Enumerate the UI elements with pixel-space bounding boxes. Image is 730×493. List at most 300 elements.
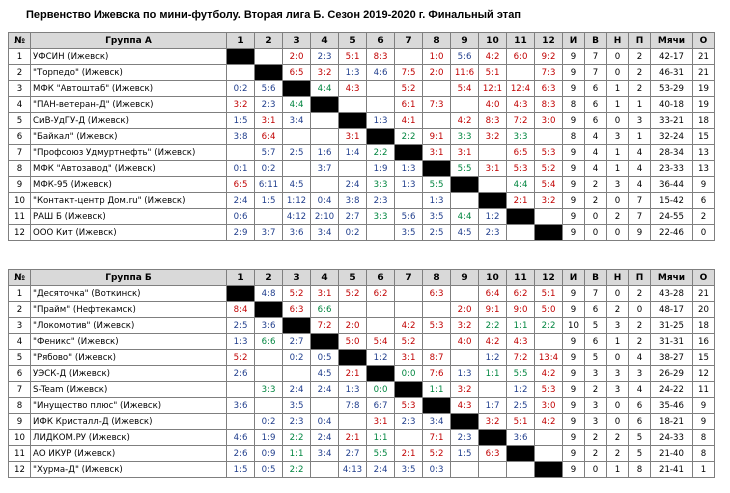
header-opponent-9: 9 <box>451 33 479 49</box>
goals: 31-25 <box>651 318 693 334</box>
score-cell: 1:2 <box>367 350 395 366</box>
header-num: № <box>9 33 31 49</box>
score-cell: 3:4 <box>283 113 311 129</box>
score-cell: 6:11 <box>255 177 283 193</box>
score-cell: 1:2 <box>479 350 507 366</box>
score-cell: 2:1 <box>339 430 367 446</box>
page-title: Первенство Ижевска по мини-футболу. Вторая лига Б. Сезон 2019-2020 г. Финальный этап <box>26 9 521 21</box>
team-name: "Десяточка" (Воткинск) <box>31 286 227 302</box>
score-cell: 1:7 <box>479 398 507 414</box>
losses: 2 <box>629 318 651 334</box>
table-row <box>9 446 715 462</box>
team-name: "Контакт-центр Дом.ru" (Ижевск) <box>31 193 227 209</box>
score-cell: 3:3 <box>507 129 535 145</box>
score-cell: 2:7 <box>339 209 367 225</box>
diagonal-cell <box>255 302 283 318</box>
games-played: 9 <box>563 398 585 414</box>
wins: 5 <box>585 318 607 334</box>
team-name: СиВ-УдГУ-Д (Ижевск) <box>31 113 227 129</box>
score-cell: 3:2 <box>479 129 507 145</box>
goals: 24-33 <box>651 430 693 446</box>
score-cell: 5:3 <box>395 398 423 414</box>
losses: 4 <box>629 161 651 177</box>
score-cell: 2:2 <box>283 462 311 478</box>
score-cell: 5:6 <box>451 49 479 65</box>
wins: 3 <box>585 398 607 414</box>
score-cell <box>451 462 479 478</box>
wins: 2 <box>585 382 607 398</box>
wins: 3 <box>585 414 607 430</box>
row-number: 3 <box>9 81 31 97</box>
table-row <box>9 129 715 145</box>
score-cell: 5:2 <box>423 446 451 462</box>
games-played: 9 <box>563 334 585 350</box>
goals: 43-28 <box>651 286 693 302</box>
table-row <box>9 49 715 65</box>
points: 1 <box>693 462 715 478</box>
score-cell: 2:1 <box>339 366 367 382</box>
score-cell: 3:6 <box>227 398 255 414</box>
score-cell: 4:2 <box>535 366 563 382</box>
score-cell: 2:4 <box>367 462 395 478</box>
score-cell <box>479 177 507 193</box>
row-number: 12 <box>9 462 31 478</box>
score-cell: 2:1 <box>507 193 535 209</box>
table-row <box>9 286 715 302</box>
draws: 0 <box>607 49 629 65</box>
header-losses: П <box>629 270 651 286</box>
games-played: 8 <box>563 129 585 145</box>
table-row <box>9 366 715 382</box>
header-draws: Н <box>607 33 629 49</box>
score-cell: 0:5 <box>255 462 283 478</box>
score-cell: 3:1 <box>255 113 283 129</box>
header-opponent-2: 2 <box>255 33 283 49</box>
diagonal-cell <box>479 193 507 209</box>
team-name: МФК "Автоштаб" (Ижевск) <box>31 81 227 97</box>
score-cell <box>367 318 395 334</box>
score-cell <box>227 65 255 81</box>
score-cell: 12:1 <box>479 81 507 97</box>
score-cell <box>479 462 507 478</box>
wins: 7 <box>585 286 607 302</box>
score-cell: 4:2 <box>479 49 507 65</box>
score-cell: 6:5 <box>283 65 311 81</box>
score-cell: 5:0 <box>535 302 563 318</box>
score-cell <box>451 286 479 302</box>
score-cell: 2:10 <box>311 209 339 225</box>
score-cell: 3:2 <box>535 193 563 209</box>
header-opponent-7: 7 <box>395 33 423 49</box>
header-games: И <box>563 270 585 286</box>
points: 6 <box>693 193 715 209</box>
score-cell: 9:2 <box>535 49 563 65</box>
team-name: УЭСК-Д (Ижевск) <box>31 366 227 382</box>
score-cell <box>367 302 395 318</box>
score-cell: 2:5 <box>507 398 535 414</box>
header-opponent-1: 1 <box>227 270 255 286</box>
header-draws: Н <box>607 270 629 286</box>
games-played: 9 <box>563 366 585 382</box>
diagonal-cell <box>339 350 367 366</box>
draws: 0 <box>607 398 629 414</box>
score-cell: 0:6 <box>227 209 255 225</box>
score-cell <box>395 286 423 302</box>
points: 21 <box>693 286 715 302</box>
score-cell: 3:6 <box>255 318 283 334</box>
header-opponent-8: 8 <box>423 270 451 286</box>
score-cell: 2:4 <box>311 430 339 446</box>
score-cell: 0:4 <box>311 414 339 430</box>
table-row <box>9 65 715 81</box>
score-cell: 4:3 <box>507 334 535 350</box>
score-cell: 1:3 <box>423 193 451 209</box>
score-cell: 1:2 <box>479 209 507 225</box>
score-cell: 5:3 <box>535 382 563 398</box>
score-cell: 5:7 <box>255 145 283 161</box>
group-b-table <box>8 269 715 478</box>
losses: 1 <box>629 97 651 113</box>
wins: 4 <box>585 145 607 161</box>
score-cell <box>367 97 395 113</box>
score-cell: 6:6 <box>255 334 283 350</box>
score-cell: 4:0 <box>451 334 479 350</box>
header-points: О <box>693 33 715 49</box>
score-cell: 3:0 <box>535 113 563 129</box>
losses: 4 <box>629 177 651 193</box>
score-cell: 3:3 <box>367 177 395 193</box>
score-cell: 3:7 <box>255 225 283 241</box>
row-number: 4 <box>9 97 31 113</box>
score-cell: 3:1 <box>339 129 367 145</box>
score-cell: 9:1 <box>479 302 507 318</box>
score-cell <box>311 462 339 478</box>
score-cell: 4:3 <box>507 97 535 113</box>
diagonal-cell <box>339 113 367 129</box>
score-cell: 0:2 <box>227 81 255 97</box>
header-opponent-10: 10 <box>479 270 507 286</box>
games-played: 9 <box>563 446 585 462</box>
score-cell: 13:4 <box>535 350 563 366</box>
row-number: 1 <box>9 49 31 65</box>
score-cell: 2:7 <box>339 446 367 462</box>
team-name: РАШ Б (Ижевск) <box>31 209 227 225</box>
points: 15 <box>693 129 715 145</box>
losses: 4 <box>629 382 651 398</box>
diagonal-cell <box>227 286 255 302</box>
score-cell <box>451 97 479 113</box>
team-name: S-Team (Ижевск) <box>31 382 227 398</box>
wins: 2 <box>585 446 607 462</box>
header-wins: В <box>585 270 607 286</box>
score-cell: 2:1 <box>395 446 423 462</box>
goals: 48-17 <box>651 302 693 318</box>
losses: 7 <box>629 209 651 225</box>
goals: 33-21 <box>651 113 693 129</box>
row-number: 9 <box>9 177 31 193</box>
row-number: 8 <box>9 398 31 414</box>
losses: 2 <box>629 81 651 97</box>
score-cell: 1:3 <box>227 334 255 350</box>
points: 8 <box>693 446 715 462</box>
score-cell <box>479 382 507 398</box>
score-cell: 3:6 <box>283 225 311 241</box>
team-name: УФСИН (Ижевск) <box>31 49 227 65</box>
score-cell: 2:6 <box>227 366 255 382</box>
diagonal-cell <box>423 398 451 414</box>
row-number: 9 <box>9 414 31 430</box>
losses: 0 <box>629 302 651 318</box>
table-row <box>9 113 715 129</box>
score-cell <box>451 350 479 366</box>
team-name: ИФК Кристалл-Д (Ижевск) <box>31 414 227 430</box>
losses: 6 <box>629 398 651 414</box>
score-cell: 3:2 <box>451 318 479 334</box>
score-cell: 3:2 <box>227 97 255 113</box>
points: 13 <box>693 145 715 161</box>
score-cell: 5:0 <box>339 334 367 350</box>
table-row <box>9 318 715 334</box>
points: 18 <box>693 318 715 334</box>
score-cell: 4:3 <box>339 81 367 97</box>
losses: 6 <box>629 414 651 430</box>
games-played: 10 <box>563 318 585 334</box>
points: 20 <box>693 302 715 318</box>
losses: 4 <box>629 145 651 161</box>
header-opponent-5: 5 <box>339 33 367 49</box>
score-cell: 2:6 <box>227 446 255 462</box>
score-cell: 3:1 <box>367 414 395 430</box>
score-cell: 3:1 <box>479 161 507 177</box>
score-cell: 3:4 <box>311 225 339 241</box>
score-cell: 1:1 <box>423 382 451 398</box>
team-name: ООО Кит (Ижевск) <box>31 225 227 241</box>
score-cell: 2:5 <box>283 145 311 161</box>
score-cell: 0:4 <box>311 193 339 209</box>
score-cell <box>451 193 479 209</box>
score-cell: 3:0 <box>535 398 563 414</box>
losses: 2 <box>629 286 651 302</box>
goals: 40-18 <box>651 97 693 113</box>
header-opponent-11: 11 <box>507 33 535 49</box>
score-cell: 12:4 <box>507 81 535 97</box>
score-cell: 3:7 <box>311 161 339 177</box>
goals: 38-27 <box>651 350 693 366</box>
header-goals: Мячи <box>651 33 693 49</box>
score-cell: 6:4 <box>255 129 283 145</box>
losses: 5 <box>629 430 651 446</box>
goals: 28-34 <box>651 145 693 161</box>
score-cell <box>283 366 311 382</box>
goals: 35-46 <box>651 398 693 414</box>
score-cell <box>339 97 367 113</box>
games-played: 9 <box>563 161 585 177</box>
score-cell: 1:5 <box>451 446 479 462</box>
table-row <box>9 462 715 478</box>
score-cell: 7:2 <box>311 318 339 334</box>
score-cell <box>339 302 367 318</box>
diagonal-cell <box>311 97 339 113</box>
points: 9 <box>693 177 715 193</box>
header-points: О <box>693 270 715 286</box>
points: 13 <box>693 161 715 177</box>
draws: 3 <box>607 366 629 382</box>
score-cell: 2:3 <box>451 430 479 446</box>
score-cell: 7:3 <box>423 97 451 113</box>
wins: 0 <box>585 209 607 225</box>
score-cell: 0:3 <box>423 462 451 478</box>
score-cell: 3:5 <box>395 462 423 478</box>
score-cell: 1:1 <box>507 318 535 334</box>
table-row <box>9 177 715 193</box>
games-played: 9 <box>563 414 585 430</box>
points: 9 <box>693 398 715 414</box>
score-cell: 1:6 <box>311 145 339 161</box>
goals: 24-55 <box>651 209 693 225</box>
wins: 6 <box>585 302 607 318</box>
points: 15 <box>693 350 715 366</box>
score-cell: 2:7 <box>283 334 311 350</box>
header-goals: Мячи <box>651 270 693 286</box>
table-row <box>9 398 715 414</box>
team-name: МФК-95 (Ижевск) <box>31 177 227 193</box>
points: 11 <box>693 382 715 398</box>
points: 21 <box>693 49 715 65</box>
score-cell: 7:6 <box>423 366 451 382</box>
score-cell: 3:4 <box>423 414 451 430</box>
games-played: 9 <box>563 382 585 398</box>
losses: 2 <box>629 334 651 350</box>
score-cell: 5:2 <box>283 286 311 302</box>
wins: 4 <box>585 161 607 177</box>
score-cell: 8:3 <box>535 97 563 113</box>
score-cell <box>283 161 311 177</box>
score-cell: 3:3 <box>367 209 395 225</box>
score-cell: 5:2 <box>395 334 423 350</box>
games-played: 9 <box>563 113 585 129</box>
row-number: 1 <box>9 286 31 302</box>
score-cell: 4:4 <box>507 177 535 193</box>
header-row <box>9 33 715 49</box>
table-row <box>9 145 715 161</box>
draws: 2 <box>607 446 629 462</box>
score-cell: 0:0 <box>395 366 423 382</box>
diagonal-cell <box>227 49 255 65</box>
wins: 0 <box>585 462 607 478</box>
goals: 32-24 <box>651 129 693 145</box>
goals: 26-29 <box>651 366 693 382</box>
score-cell: 3:2 <box>479 414 507 430</box>
diagonal-cell <box>311 334 339 350</box>
score-cell: 4:1 <box>395 113 423 129</box>
score-cell: 8:4 <box>227 302 255 318</box>
score-cell <box>367 225 395 241</box>
table-row <box>9 382 715 398</box>
score-cell: 1:3 <box>451 366 479 382</box>
score-cell <box>311 177 339 193</box>
score-cell: 9:1 <box>423 129 451 145</box>
score-cell: 5:5 <box>451 161 479 177</box>
draws: 0 <box>607 65 629 81</box>
goals: 36-44 <box>651 177 693 193</box>
games-played: 9 <box>563 225 585 241</box>
score-cell: 4:2 <box>451 113 479 129</box>
draws: 3 <box>607 382 629 398</box>
table-row <box>9 161 715 177</box>
score-cell: 1:1 <box>367 430 395 446</box>
score-cell: 2:3 <box>395 414 423 430</box>
score-cell: 0:0 <box>367 382 395 398</box>
games-played: 9 <box>563 209 585 225</box>
score-cell: 5:5 <box>423 177 451 193</box>
header-opponent-8: 8 <box>423 33 451 49</box>
score-cell: 4:2 <box>535 414 563 430</box>
score-cell: 3:8 <box>227 129 255 145</box>
score-cell: 0:2 <box>255 414 283 430</box>
score-cell: 1:4 <box>339 145 367 161</box>
score-cell: 1:5 <box>227 462 255 478</box>
losses: 2 <box>629 65 651 81</box>
goals: 24-22 <box>651 382 693 398</box>
score-cell: 0:9 <box>255 446 283 462</box>
losses: 9 <box>629 225 651 241</box>
losses: 3 <box>629 113 651 129</box>
score-cell: 6:0 <box>507 49 535 65</box>
header-opponent-7: 7 <box>395 270 423 286</box>
goals: 31-31 <box>651 334 693 350</box>
score-cell: 1:12 <box>283 193 311 209</box>
wins: 2 <box>585 193 607 209</box>
score-cell: 7:2 <box>507 350 535 366</box>
score-cell: 2:0 <box>451 302 479 318</box>
score-cell: 5:4 <box>367 334 395 350</box>
score-cell: 2:3 <box>311 49 339 65</box>
score-cell <box>423 302 451 318</box>
draws: 0 <box>607 113 629 129</box>
wins: 2 <box>585 177 607 193</box>
table-row <box>9 302 715 318</box>
diagonal-cell <box>535 225 563 241</box>
header-opponent-6: 6 <box>367 270 395 286</box>
row-number: 4 <box>9 334 31 350</box>
row-number: 2 <box>9 302 31 318</box>
score-cell: 6:4 <box>479 286 507 302</box>
draws: 3 <box>607 177 629 193</box>
row-number: 10 <box>9 193 31 209</box>
score-cell <box>507 462 535 478</box>
losses: 5 <box>629 446 651 462</box>
goals: 15-42 <box>651 193 693 209</box>
score-cell: 1:9 <box>367 161 395 177</box>
goals: 22-46 <box>651 225 693 241</box>
draws: 0 <box>607 225 629 241</box>
score-cell: 3:1 <box>311 286 339 302</box>
draws: 1 <box>607 81 629 97</box>
goals: 46-31 <box>651 65 693 81</box>
team-name: "Профсоюз Удмуртнефть" (Ижевск) <box>31 145 227 161</box>
score-cell: 6:5 <box>227 177 255 193</box>
score-cell: 5:1 <box>479 65 507 81</box>
score-cell: 5:2 <box>339 286 367 302</box>
score-cell: 6:2 <box>367 286 395 302</box>
score-cell: 2:9 <box>227 225 255 241</box>
score-cell: 3:4 <box>311 446 339 462</box>
score-cell: 4:5 <box>451 225 479 241</box>
score-cell: 3:5 <box>395 225 423 241</box>
draws: 0 <box>607 350 629 366</box>
points: 12 <box>693 366 715 382</box>
diagonal-cell <box>367 366 395 382</box>
